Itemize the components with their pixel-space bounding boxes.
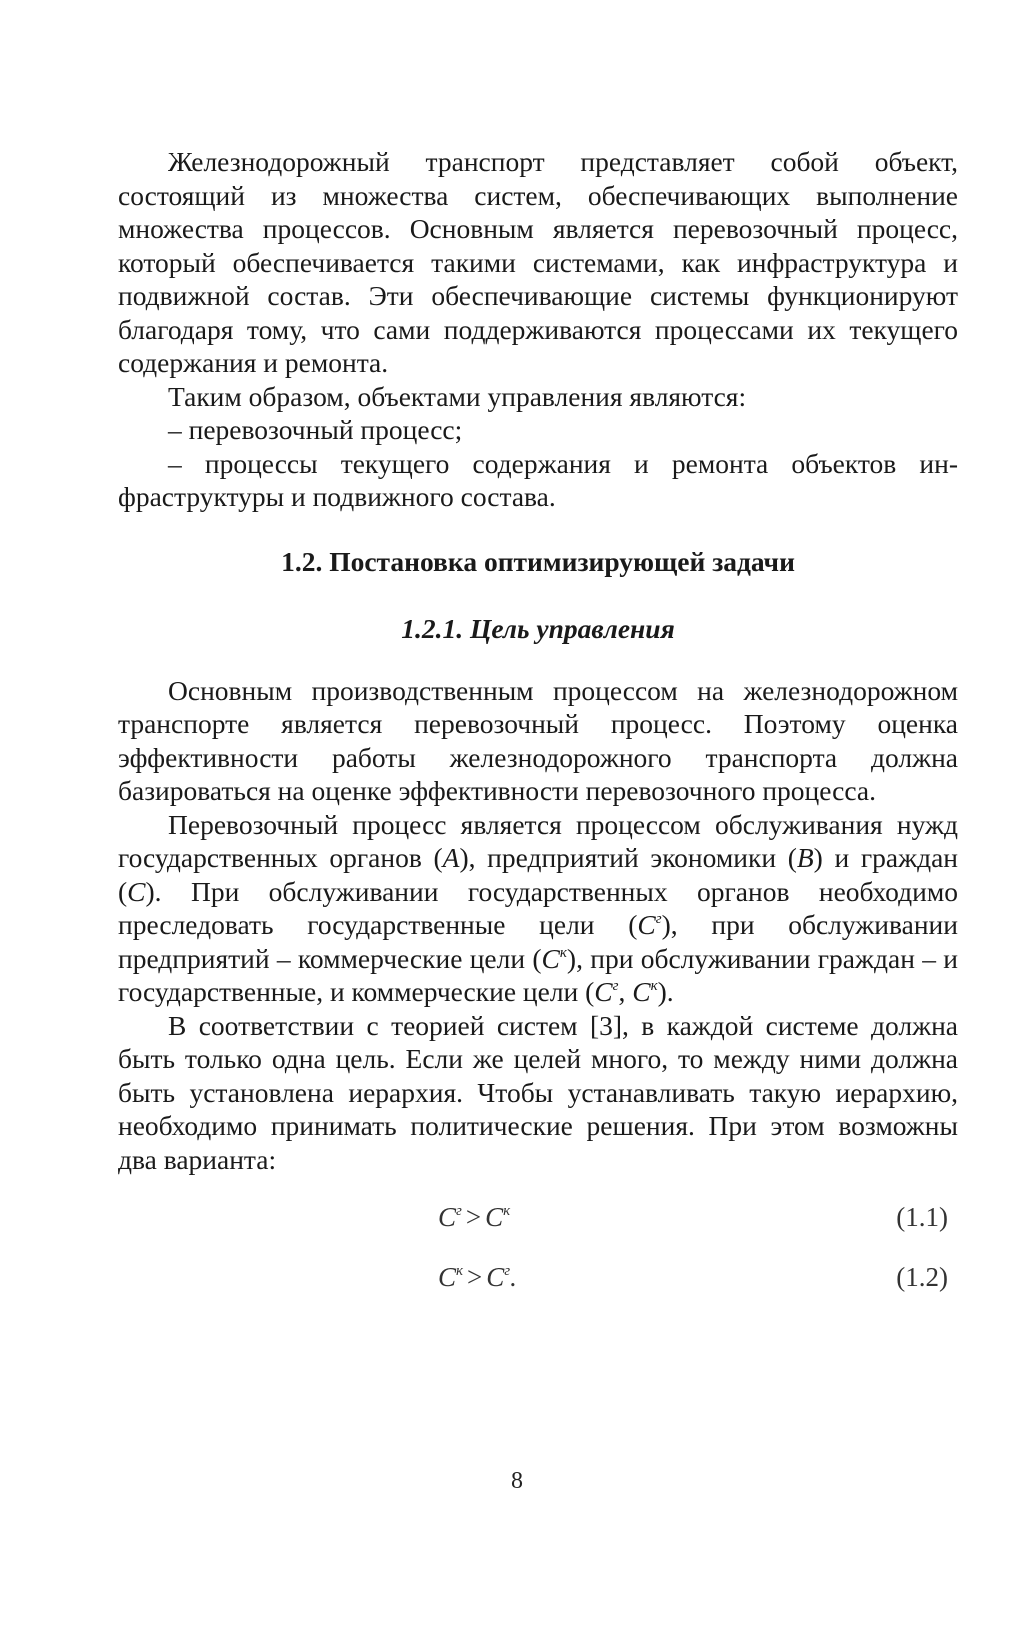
theory-paragraph: В соответствии с теорией систем [3], в каждой системе должна быть только одна цель. Если же целей много, то между ними должна быть установлена иерархия. Чтобы устанавливать такую иерархию, необходимо принимать политические решения. При этом возможны два варианта: [118,1009,958,1175]
page-number: 8 [511,1468,523,1494]
service-paragraph: Перевозочный процесс является процессом обслуживания нужд государственных органов (A), предприятий экономики (B) и граждан (C). При обслуживании государственных органов необходимо преследовать государственные цели $(C^г)$, при обслуживании предприятий – коммерческие цели $(C^к)$, при обслуживании граждан – и государственные, и коммерческие цели ($C^г$, $C^к$). [118,808,958,1007]
formula-1-2: $C^к > C^г$. (1.2) [438,1262,948,1292]
subsection-heading: 1.2.1. Цель управления [401,612,675,644]
formula-number: (1.1) [896,1202,948,1232]
list-item: – процессы текущего содержания и ремонта объектов инфраструктуры и подвижного состава. [118,447,958,512]
formula-1-1: $C^г > C^к$ (1.1) [438,1202,948,1232]
formula-number: (1.2) [896,1262,948,1292]
objects-lead: Таким образом, объектами управления являются: [168,380,747,412]
section-heading: 1.2. Постановка оптимизирующей задачи [281,545,795,577]
intro-paragraph: Железнодорожный транспорт представляет собой объект, состоящий из множества систем, обеспечивающих выполнение множества процессов. Основным является перевозочный процесс, который обеспечивается такими системами, как инфраструктура и подвижной состав. Эти обеспечивающие системы функционируют благодаря тому, что сами поддерживаются процессами их текущего содержания и ремонта. [118,146,958,378]
list-item: – перевозочный процесс; [168,414,463,445]
page-content [118,145,958,1310]
goal-paragraph: Основным производственным процессом на железнодорожном транспорте является перевозочный процесс. Поэтому оценка эффективности работы железнодорожного транспорта должна базироваться на оценке эффективности перевозочного процесса. [118,674,958,806]
